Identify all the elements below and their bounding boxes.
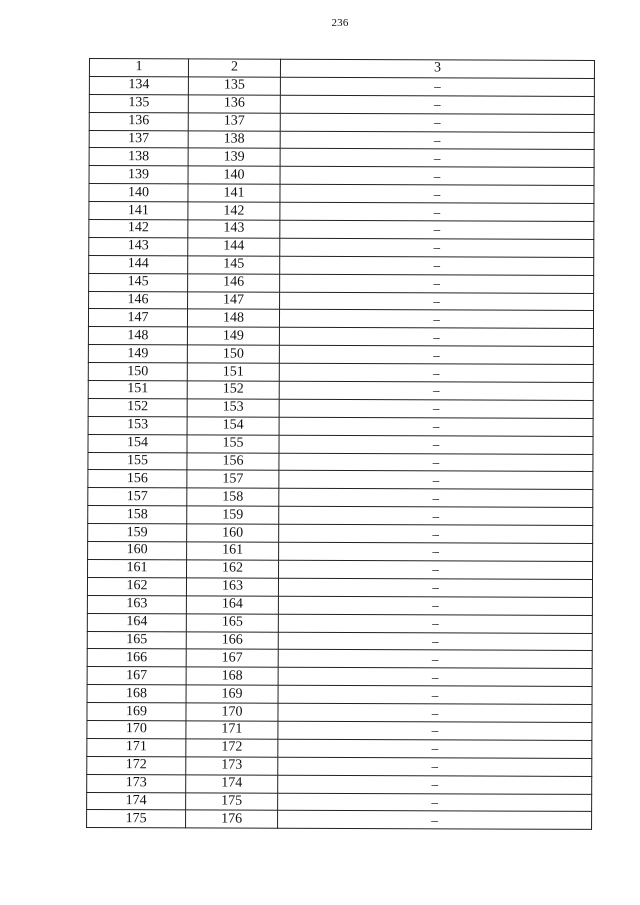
table-row <box>87 631 592 651</box>
table-cell-col-1: 146 <box>89 291 188 309</box>
table-cell-col-3: – <box>280 131 594 150</box>
table-cell-col-2: 138 <box>188 130 280 148</box>
table-cell-col-1: 170 <box>87 720 186 738</box>
table-row <box>88 416 593 436</box>
table-cell-col-1: 154 <box>88 434 187 452</box>
table-row <box>88 363 593 383</box>
table-cell-col-1: 142 <box>89 220 188 238</box>
table-cell-col-1: 152 <box>88 398 187 416</box>
column-header-1: 1 <box>89 59 188 77</box>
table-cell-col-3: – <box>280 238 594 257</box>
table-cell-col-3: – <box>279 363 593 382</box>
table-cell-col-1: 166 <box>87 649 186 667</box>
table-row <box>89 94 594 114</box>
table-cell-col-3: – <box>279 381 593 400</box>
table-cell-col-1: 148 <box>88 327 187 345</box>
table-cell-col-2: 170 <box>186 703 278 721</box>
table-cell-col-2: 135 <box>188 77 280 95</box>
table-row <box>88 452 593 472</box>
table-cell-col-1: 140 <box>89 184 188 202</box>
table-row <box>88 398 593 418</box>
table-cell-col-2: 144 <box>188 238 280 256</box>
table-row <box>88 506 593 526</box>
table-cell-col-2: 153 <box>187 399 279 417</box>
table-row <box>89 202 594 222</box>
table-cell-col-3: – <box>280 167 594 186</box>
table-cell-col-3: – <box>280 149 594 168</box>
table-cell-col-1: 141 <box>89 202 188 220</box>
table-cell-col-1: 134 <box>89 76 188 94</box>
table-cell-col-2: 158 <box>187 488 279 506</box>
table-cell-col-1: 161 <box>88 559 187 577</box>
table-row <box>89 148 594 168</box>
table-cell-col-2: 175 <box>186 792 278 810</box>
table-row <box>89 237 594 257</box>
table-cell-col-2: 150 <box>187 345 279 363</box>
table-cell-col-3: – <box>278 578 592 597</box>
table-cell-col-2: 136 <box>188 95 280 113</box>
table-cell-col-2: 162 <box>187 560 279 578</box>
table-cell-col-2: 152 <box>187 381 279 399</box>
table-row <box>87 667 592 687</box>
table-cell-col-1: 169 <box>87 703 186 721</box>
table-cell-col-2: 156 <box>187 452 279 470</box>
table-row <box>88 434 593 454</box>
table-cell-col-2: 168 <box>186 667 278 685</box>
table-cell-col-2: 159 <box>187 506 279 524</box>
table-cell-col-2: 166 <box>186 631 278 649</box>
column-header-3: 3 <box>280 59 594 78</box>
table-row <box>87 756 592 776</box>
table-cell-col-3: – <box>279 542 593 561</box>
table-cell-col-1: 174 <box>87 792 186 810</box>
table-cell-col-3: – <box>278 793 592 812</box>
table-cell-col-2: 176 <box>186 810 278 828</box>
table-row <box>87 649 592 669</box>
table-cell-col-3: – <box>279 417 593 436</box>
table-row <box>88 524 593 544</box>
table-cell-col-3: – <box>278 668 592 687</box>
page-number: 236 <box>331 17 349 29</box>
table-cell-col-2: 155 <box>187 435 279 453</box>
table-cell-col-1: 157 <box>88 488 187 506</box>
table-cell-col-1: 172 <box>87 756 186 774</box>
table-cell-col-1: 150 <box>88 363 187 381</box>
table-cell-col-3: – <box>280 292 594 311</box>
table-cell-col-3: – <box>279 435 593 454</box>
table-cell-col-2: 172 <box>186 739 278 757</box>
table-row <box>87 613 592 633</box>
table-row <box>89 130 594 150</box>
table-cell-col-2: 141 <box>188 184 280 202</box>
table-cell-col-2: 143 <box>188 220 280 238</box>
table-cell-col-1: 164 <box>87 613 186 631</box>
table-cell-col-2: 174 <box>186 775 278 793</box>
table-row <box>88 327 593 347</box>
table-row <box>87 774 592 794</box>
table-cell-col-3: – <box>278 739 592 758</box>
table-row <box>88 345 593 365</box>
table-cell-col-2: 157 <box>187 470 279 488</box>
table-row <box>89 112 594 132</box>
table-row <box>89 291 594 311</box>
table-row <box>89 255 594 275</box>
table-cell-col-1: 145 <box>89 273 188 291</box>
table-cell-col-2: 164 <box>186 596 278 614</box>
table-cell-col-2: 154 <box>187 417 279 435</box>
table-cell-col-1: 139 <box>89 166 188 184</box>
table-cell-col-3: – <box>280 220 594 239</box>
table-row <box>89 166 594 186</box>
table-row <box>89 273 594 293</box>
table-cell-col-3: – <box>280 256 594 275</box>
table-cell-col-2: 147 <box>188 291 280 309</box>
table-row <box>88 559 593 579</box>
table-row <box>87 720 592 740</box>
table-cell-col-3: – <box>280 95 594 114</box>
table-cell-col-1: 175 <box>87 810 186 828</box>
table-cell-col-2: 137 <box>188 113 280 131</box>
table-cell-col-3: – <box>280 77 594 96</box>
table-cell-col-2: 163 <box>186 578 278 596</box>
table-cell-col-1: 165 <box>87 631 186 649</box>
table-cell-col-2: 139 <box>188 148 280 166</box>
table-cell-col-1: 168 <box>87 685 186 703</box>
table-cell-col-1: 153 <box>88 416 187 434</box>
table-cell-col-3: – <box>278 596 592 615</box>
table-cell-col-3: – <box>278 775 592 794</box>
table-cell-col-2: 140 <box>188 166 280 184</box>
table-cell-col-3: – <box>280 274 594 293</box>
table-cell-col-3: – <box>279 345 593 364</box>
table-cell-col-1: 163 <box>87 595 186 613</box>
table-row <box>89 220 594 240</box>
table-row <box>87 792 592 812</box>
table-cell-col-2: 145 <box>188 256 280 274</box>
table-row <box>87 738 592 758</box>
table-cell-col-3: – <box>278 685 592 704</box>
table-cell-col-1: 136 <box>89 112 188 130</box>
table-cell-col-3: – <box>279 399 593 418</box>
table-row <box>89 184 594 204</box>
table-header <box>89 59 594 79</box>
table-cell-col-1: 135 <box>89 94 188 112</box>
table-cell-col-1: 143 <box>89 237 188 255</box>
table-cell-col-1: 162 <box>87 577 186 595</box>
column-header-2: 2 <box>188 59 280 77</box>
table-cell-col-2: 161 <box>187 542 279 560</box>
table-cell-col-3: – <box>279 453 593 472</box>
table-cell-col-3: – <box>280 202 594 221</box>
table-cell-col-1: 155 <box>88 452 187 470</box>
table-body <box>87 76 595 829</box>
table-header-row <box>89 59 594 79</box>
table-row <box>87 810 592 830</box>
table-cell-col-1: 147 <box>88 309 187 327</box>
table-row <box>87 595 592 615</box>
table-row <box>88 309 593 329</box>
table-cell-col-3: – <box>278 614 592 633</box>
table-cell-col-1: 151 <box>88 381 187 399</box>
table-cell-col-1: 159 <box>88 524 187 542</box>
table-cell-col-1: 171 <box>87 738 186 756</box>
table-row <box>88 470 593 490</box>
table-cell-col-3: – <box>278 632 592 651</box>
table-cell-col-1: 167 <box>87 667 186 685</box>
table-cell-col-3: – <box>278 703 592 722</box>
table-cell-col-3: – <box>280 113 594 132</box>
table-row <box>88 542 593 562</box>
table-cell-col-1: 173 <box>87 774 186 792</box>
table-cell-col-2: 167 <box>186 649 278 667</box>
table-cell-col-1: 149 <box>88 345 187 363</box>
table-cell-col-3: – <box>278 811 592 830</box>
table-cell-col-3: – <box>278 650 592 669</box>
table-row <box>87 685 592 705</box>
table-cell-col-3: – <box>279 524 593 543</box>
table-cell-col-2: 160 <box>187 524 279 542</box>
table-cell-col-2: 171 <box>186 721 278 739</box>
table-cell-col-1: 144 <box>89 255 188 273</box>
table-cell-col-3: – <box>280 184 594 203</box>
table-cell-col-1: 137 <box>89 130 188 148</box>
table-cell-col-1: 156 <box>88 470 187 488</box>
table-cell-col-3: – <box>279 506 593 525</box>
table-cell-col-3: – <box>279 560 593 579</box>
table-cell-col-2: 169 <box>186 685 278 703</box>
table-cell-col-1: 158 <box>88 506 187 524</box>
table-cell-col-2: 165 <box>186 613 278 631</box>
table-cell-col-2: 149 <box>187 327 279 345</box>
table-cell-col-3: – <box>279 489 593 508</box>
table-cell-col-2: 148 <box>187 309 279 327</box>
table-row <box>87 577 592 597</box>
table-cell-col-3: – <box>279 328 593 347</box>
table-row <box>88 381 593 401</box>
table-cell-col-2: 173 <box>186 757 278 775</box>
table-cell-col-1: 160 <box>88 542 187 560</box>
table-row <box>87 703 592 723</box>
data-table <box>86 58 595 830</box>
table-cell-col-2: 142 <box>188 202 280 220</box>
table-cell-col-1: 138 <box>89 148 188 166</box>
table-cell-col-2: 151 <box>187 363 279 381</box>
table-cell-col-3: – <box>279 310 593 329</box>
table-cell-col-3: – <box>278 757 592 776</box>
table-row <box>88 488 593 508</box>
table-cell-col-3: – <box>278 721 592 740</box>
table-row <box>89 76 594 96</box>
table-cell-col-2: 146 <box>188 274 280 292</box>
table-cell-col-3: – <box>279 471 593 490</box>
